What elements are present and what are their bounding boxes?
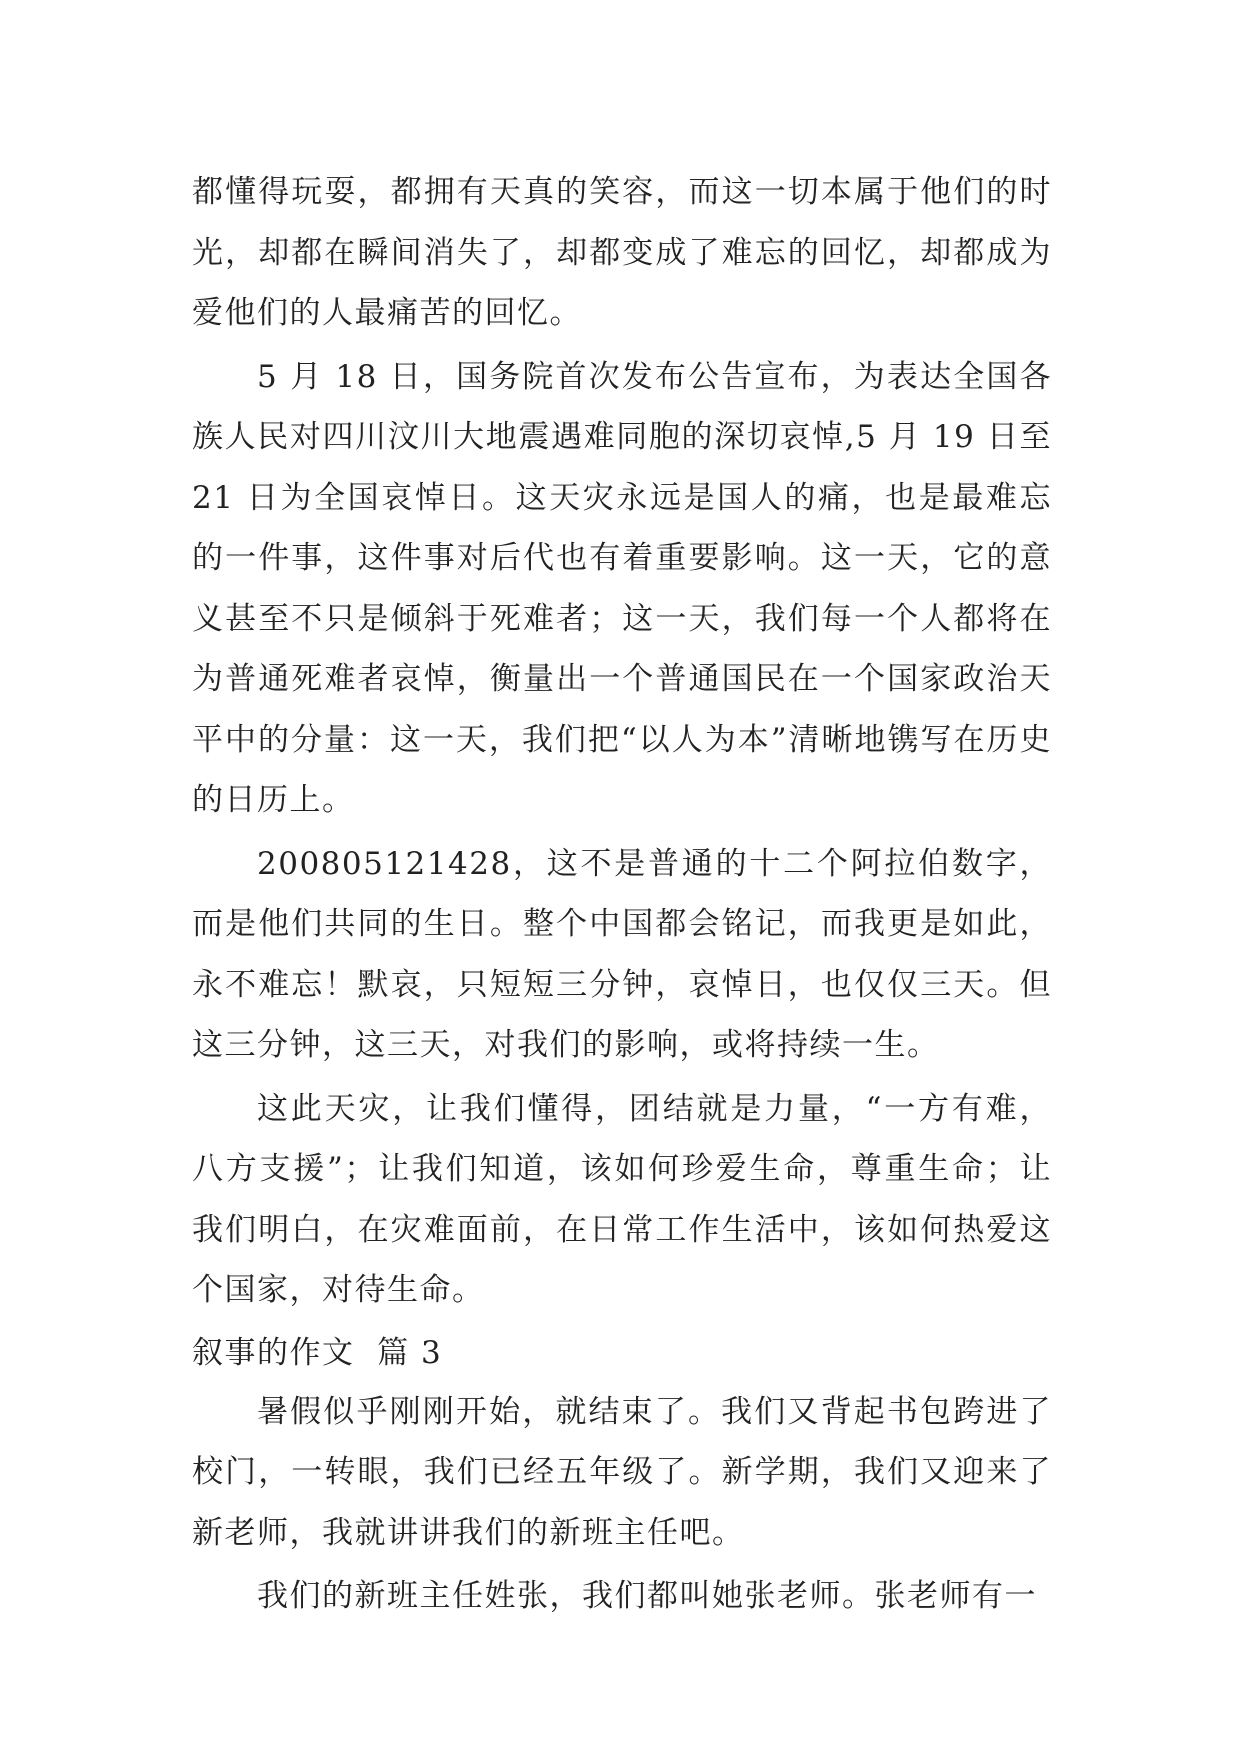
section-heading: 叙事的作文 篇 3	[192, 1334, 443, 1371]
paragraph-5: 暑假似乎刚刚开始，就结束了。我们又背起书包跨进了校门，一转眼，我们已经五年级了。新学期，我们又迎来了新老师，我就讲讲我们的新班主任吧。	[192, 1393, 1052, 1551]
paragraph-4: 这此天灾，让我们懂得，团结就是力量，“一方有难，八方支援”；让我们知道，该如何珍爱生命，尊重生命；让我们明白，在灾难面前，在日常工作生活中，该如何热爱这个国家，对待生命。	[192, 1090, 1052, 1308]
paragraph-6: 我们的新班主任姓张，我们都叫她张老师。张老师有一	[257, 1578, 1037, 1614]
paragraph-2: 5 月 18 日，国务院首次发布公告宣布，为表达全国各族人民对四川汶川大地震遇难同胞的深切哀悼,5 月 19 日至 21 日为全国哀悼日。这天灾永远是国人的痛，也是最难忘的一件事，这件事对后代也有着重要影响。这一天，它的意义甚至不只是倾斜于死难者；这一天，我们每一个人都将在为普通死难者哀悼，衡量出一个普通国民在一个国家政治天平中的分量：这一天，我们把“以人为本”清晰地镌写在历史的日历上。	[192, 358, 1052, 818]
document-body	[192, 162, 1052, 1630]
paragraph-1: 都懂得玩耍，都拥有天真的笑容，而这一切本属于他们的时光，却都在瞬间消失了，却都变成了难忘的回忆，却都成为爱他们的人最痛苦的回忆。	[192, 174, 1052, 331]
paragraph-3: 200805121428，这不是普通的十二个阿拉伯数字，而是他们共同的生日。整个中国都会铭记，而我更是如此，永不难忘！默哀，只短短三分钟，哀悼日，也仅仅三天。但这三分钟，这三天，对我们的影响，或将持续一生。	[192, 845, 1052, 1063]
